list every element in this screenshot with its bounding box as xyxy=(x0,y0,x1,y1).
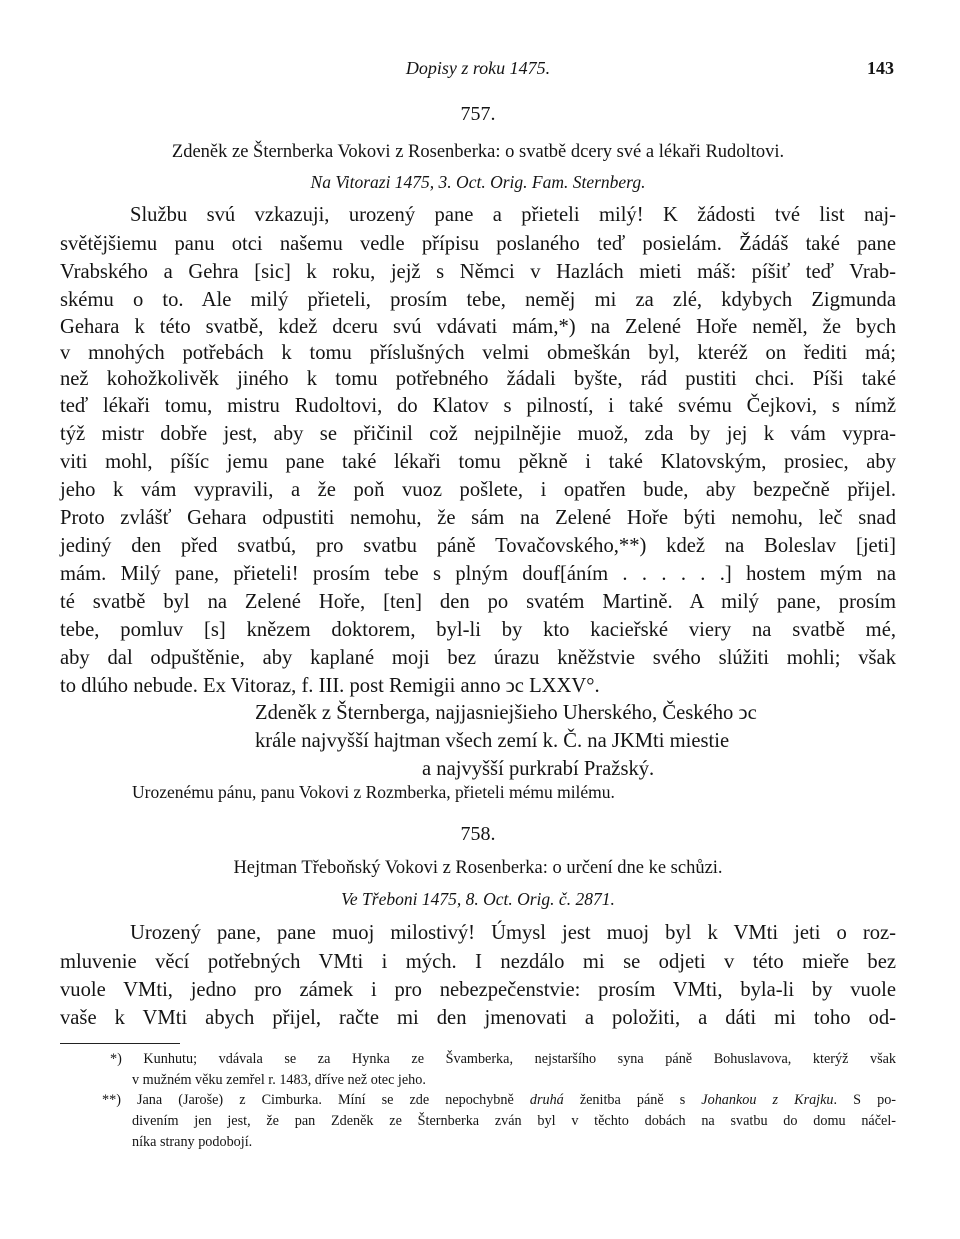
letter-heading: Hejtman Třeboňský Vokovi z Rosenberka: o určení dne ke schůzi. xyxy=(233,858,723,878)
body-line: světějšiemu panu otci našemu vedle přípisu poslaného teď posielám. Žádáš také pane xyxy=(60,233,896,255)
footnote-italic: druhá xyxy=(529,1092,564,1108)
body-line: Vrabského a Gehra [sic] k roku, jejž s Němci v Hazlách mieti máš: píšiť teď Vrab- xyxy=(60,261,896,283)
running-head xyxy=(60,58,896,82)
body-line: skému o to. Ale milý přieteli, prosím tebe, neměj mi za zlé, kdybych Zigmunda xyxy=(60,289,896,311)
footnote-text: ženitba páně s xyxy=(563,1092,702,1108)
footnote-italic: Johankou z Krajku xyxy=(701,1092,834,1108)
signature-line: krále najvyšší hajtman všech zemí k. Č. na JKMti miestie xyxy=(255,730,730,752)
letter-number: 757. xyxy=(460,103,496,125)
signature-line: a najvyšší purkrabí Pražský. xyxy=(422,758,655,780)
body-line-last: to dlúho nebude. Ex Vitoraz, f. III. post Remigii anno ↄc LXXV°. xyxy=(60,675,600,697)
footnote-rule xyxy=(60,1043,180,1044)
page-number: 143 xyxy=(867,58,894,78)
body-line: než kohožkolivěk jiného k tomu potřebného žádali byšte, rád pustiti chci. Píši také xyxy=(60,368,896,390)
body-line: vuole VMti, jedno pro zámek i pro nebezpečenstvie: prosím VMti, byla-li by vuole xyxy=(60,979,896,1001)
body-line: viti mohl, píšíc jemu pane také lékaři tomu pěkně i také Klatovským, prosiec, aby xyxy=(60,451,896,473)
body-line: vaše k VMti abych přijel, račte mi den jmenovati a položiti, a dáti mi toho od- xyxy=(60,1007,896,1029)
body-line: Službu svú vzkazuji, urozený pane a přieteli milý! K žádosti tvé list naj- xyxy=(130,204,896,226)
footnote-line: *) Kunhutu; vdávala se za Hynka ze Švamberka, nejstaršího syna páně Bohuslavova, kterýž však xyxy=(110,1051,896,1067)
letter-heading: Zdeněk ze Šternberka Vokovi z Rosenberka: o svatbě dcery své a lékaři Rudoltovi. xyxy=(171,142,785,162)
footnote-line: v mužném věku zemřel r. 1483, dříve než otec jeho. xyxy=(132,1072,426,1088)
body-line: teď lékaři tomu, mistru Rudoltovi, do Klatov s pilností, i také svému Čejkovi, s nímž xyxy=(60,395,896,417)
letter-source: Ve Třeboni 1475, 8. Oct. Orig. č. 2871. xyxy=(341,889,615,909)
body-line: mluvenie věcí potřebných VMti i mých. I nezdálo mi se odjeti v této mieře bez xyxy=(60,951,896,973)
footnote-text: **) Jana (Jaroše) z Cimburka. Míní se zde nepochybně xyxy=(102,1092,530,1108)
body-line: jeho k vám vypravili, a že poň vuoz pošlete, i opatřen bude, aby bezpečně přijel. xyxy=(60,479,896,501)
letter-source: Na Vitorazi 1475, 3. Oct. Orig. Fam. Sternberg. xyxy=(310,172,646,192)
running-title: Dopisy z roku 1475. xyxy=(405,58,551,78)
document-page xyxy=(60,0,896,1239)
body-line: v mnohých potřebách k tomu příslušných velmi obmeškán byl, kteréž on řediti má; xyxy=(60,342,896,364)
letter-number: 758. xyxy=(460,823,496,845)
signature-line: Zdeněk z Šternberga, najjasniejšieho Uherského, Českého ↄc xyxy=(255,702,757,724)
body-line: té svatbě byl na Zelené Hoře, [ten] den po svatém Martině. A milý pane, prosím xyxy=(60,591,896,613)
footnote-line: níka strany podobojí. xyxy=(132,1134,253,1150)
body-line: jediný den před svatbú, pro svatbu páně Tovačovského,**) kdež na Boleslav [jeti] xyxy=(60,535,896,557)
body-line: Urozený pane, pane muoj milostivý! Úmysl jest muoj byl k VMti jeti o roz- xyxy=(130,922,896,944)
body-line: aby dal odpuštěnie, aby kaplané moji bez úrazu kněžstvie svého slúžiti mohli; však xyxy=(60,647,896,669)
footnote-line: divením jen jest, že pan Zdeněk ze Šternberka zván byl v těchto dobách na svatbu do domu náčel- xyxy=(132,1113,896,1129)
body-line: mám. Milý pane, přieteli! prosím tebe s plným douf[áním . . . . . .] hostem mým na xyxy=(60,563,896,585)
footnote-text: . S po- xyxy=(833,1092,897,1108)
footnote-line xyxy=(102,1093,896,1107)
body-line: tebe, pomluv [s] knězem doktorem, byl-li by kto kacieřské viery na svatbě mé, xyxy=(60,619,896,641)
body-line: Proto zvlášť Gehara odpustiti nemohu, že sám na Zelené Hoře býti nemohu, leč snad xyxy=(60,507,896,529)
body-line: týž mistr dobře jest, aby se přičinil což nejpilnějie muož, zda by jej k vám vypra- xyxy=(60,423,896,445)
body-line: Gehara k této svatbě, kdež dceru svú vdávati mám,*) na Zelené Hoře neměl, že bych xyxy=(60,316,896,338)
letter-address: Urozenému pánu, panu Vokovi z Rozmberka, přieteli mému milému. xyxy=(132,782,615,802)
